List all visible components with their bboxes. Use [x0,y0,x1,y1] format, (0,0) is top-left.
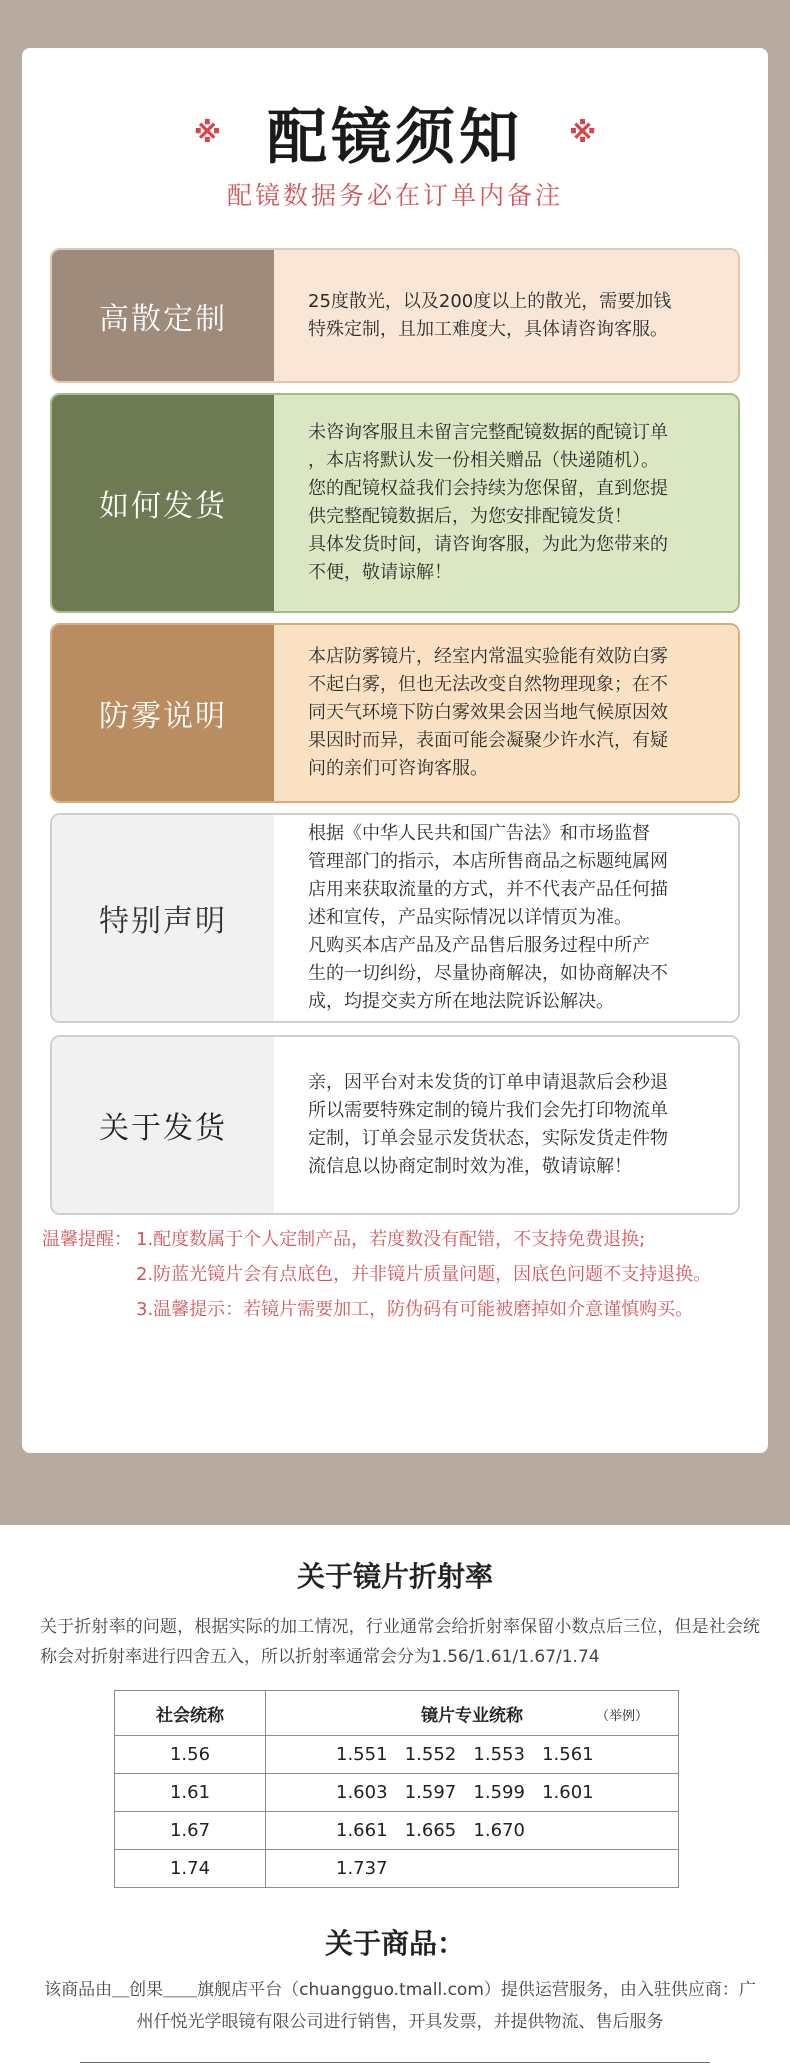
table-row [115,1850,679,1888]
refraction-title: 关于镜片折射率 [296,1560,493,1593]
column-header-common: 社会统称 [115,1691,266,1736]
table-cell: 1.603 1.597 1.599 1.601 [266,1774,679,1812]
page-subtitle: 配镜数据务必在订单内备注 [226,181,563,210]
divider [80,2062,710,2063]
block-text: 亲，因平台对未发货的订单申请退款后会秒退 所以需要特殊定制的镜片我们会先打印物流单 定制，订单会显示发货状态，实际发货走件物 流信息以协商定制时效为准，敬请谅解！ [274,1037,738,1213]
page-title: 配镜须知 [267,103,523,173]
warm-reminder-notes [42,1225,722,1324]
table-cell: 1.67 [115,1812,266,1850]
note-prefix: 温馨提醒： [42,1229,132,1250]
table-cell: 1.737 [266,1850,679,1888]
table-cell: 1.551 1.552 1.553 1.561 [266,1736,679,1774]
table-row [115,1736,679,1774]
asterisk-left-icon: ※ [193,116,221,149]
info-block-astigmatism [50,248,740,383]
table-cell: 1.74 [115,1850,266,1888]
block-label: 关于发货 [52,1037,274,1213]
table-header-row [115,1691,679,1736]
block-text: 25度散光，以及200度以上的散光，需要加钱 特殊定制，且加工难度大，具体请咨询客服。 [274,250,738,381]
note-text: 2.防蓝光镜片会有点底色，并非镜片质量问题，因底色问题不支持退换。 [136,1264,712,1285]
info-block-antifog [50,623,740,803]
block-label: 防雾说明 [52,625,274,801]
refraction-intro: 关于折射率的问题，根据实际的加工情况，行业通常会给折射率保留小数点后三位，但是社会统称会对折射率进行四舍五入，所以折射率通常会分为1.56/1.61/1.67/1.74 [40,1617,760,1667]
note-item [42,1225,722,1254]
block-text: 未咨询客服且未留言完整配镜数据的配镜订单 ，本店将默认发一份相关赠品（快递随机）。 您的配镜权益我们会持续为您保留，直到您提 供完整配镜数据后，为您安排配镜发货！ 具体发货时间，请咨询客服，为此为您带来的 不便，敬请谅解！ [274,395,738,611]
block-text: 根据《中华人民共和国广告法》和市场监督 管理部门的指示，本店所售商品之标题纯属网 店用来获取流量的方式，并不代表产品任何描 述和宣传，产品实际情况以详情页为准。 凡购买本店产品及产品售后服务过程中所产 生的一切纠纷，尽量协商解决，如协商解决不 成，均提交卖方所在地法院诉讼解决。 [274,815,738,1021]
title-row [22,88,768,178]
table-row [115,1812,679,1850]
info-block-shipping-method [50,393,740,613]
column-header-professional [266,1691,679,1736]
note-item [42,1260,722,1289]
block-text: 本店防雾镜片，经室内常温实验能有效防白雾 不起白雾，但也无法改变自然物理现象；在不 同天气环境下防白雾效果会因当地气候原因效 果因时而异，表面可能会凝聚少许水汽，有疑 问的亲们可咨询客服。 [274,625,738,801]
column-header-professional-label: 镜片专业统称 [421,1705,523,1726]
note-text: 3.温馨提示：若镜片需要加工，防伪码有可能被磨掉如介意谨慎购买。 [136,1299,694,1320]
info-block-special-statement [50,813,740,1023]
block-label: 高散定制 [52,250,274,381]
table-cell: 1.61 [115,1774,266,1812]
example-note: （举例） [595,1709,648,1724]
block-label: 如何发货 [52,395,274,611]
note-item [42,1295,722,1324]
goods-title: 关于商品： [324,1927,465,1960]
note-text: 1.配度数属于个人定制产品，若度数没有配错，不支持免费退换; [136,1229,646,1250]
asterisk-right-icon: ※ [569,116,597,149]
table-cell: 1.661 1.665 1.670 [266,1812,679,1850]
table-cell: 1.56 [115,1736,266,1774]
info-block-about-shipping [50,1035,740,1215]
block-label: 特别声明 [52,815,274,1021]
table-row [115,1774,679,1812]
refraction-table [114,1690,679,1888]
goods-text: 该商品由＿创果＿＿旗舰店平台（chuangguo.tmall.com）提供运营服务，由入驻供应商：广州仟悦光学眼镜有限公司进行销售，开具发票，并提供物流、售后服务 [44,1980,756,2032]
